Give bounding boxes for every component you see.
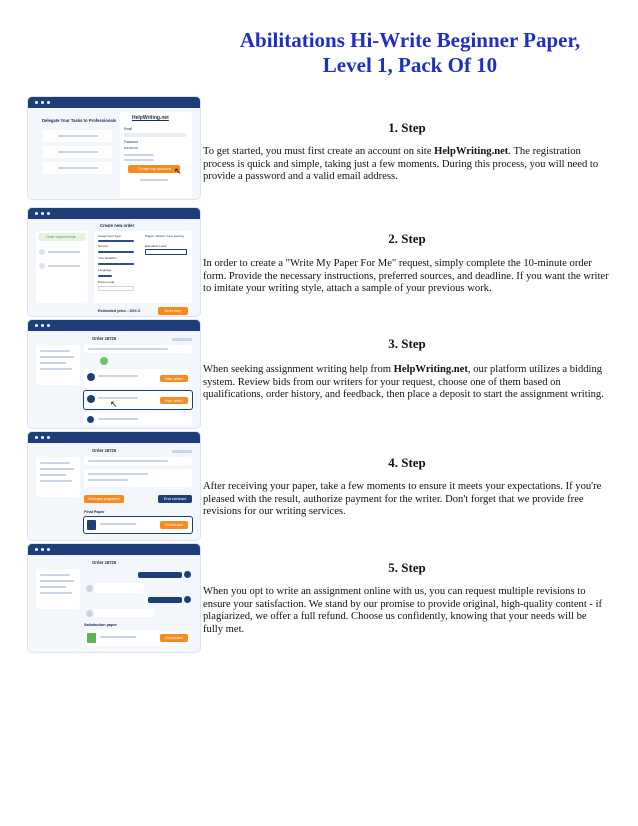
window-titlebar bbox=[28, 432, 200, 443]
window-titlebar bbox=[28, 208, 200, 219]
field-deadline: Your Deadline bbox=[98, 256, 117, 260]
window-titlebar bbox=[28, 544, 200, 555]
create-account-button[interactable]: Create my account bbox=[128, 165, 180, 173]
order-heading: Order 18726 bbox=[92, 560, 117, 565]
document-icon bbox=[87, 520, 96, 530]
end-contract-button[interactable]: End contract bbox=[158, 495, 192, 503]
step-text-segment: After receiving your paper, take a few moments to ensure it meets your expectations. If you're pleased with the result, authorize payment for the writer. Don't forget that we provide free revisions for our writing services. bbox=[203, 481, 602, 518]
site-name-link: HelpWriting.net bbox=[393, 364, 468, 375]
cursor-icon: ↖ bbox=[110, 400, 118, 410]
final-paper-label: Final Paper bbox=[84, 510, 105, 514]
screenshot-payment bbox=[28, 432, 200, 540]
hire-writer-button-2[interactable]: Hire writer bbox=[160, 397, 188, 404]
step-text-segment: To get started, you must first create an account on site bbox=[203, 146, 435, 157]
email-label: Email bbox=[124, 127, 132, 131]
password-label: Password bbox=[124, 140, 138, 144]
screenshot-order-form bbox=[28, 208, 200, 316]
step-3-title: 3. Step bbox=[388, 336, 426, 351]
download-button[interactable]: Download bbox=[160, 521, 188, 529]
screenshot-bids bbox=[28, 320, 200, 428]
field-service: Service bbox=[98, 244, 109, 248]
step-3-text bbox=[203, 364, 609, 402]
document-icon bbox=[87, 633, 96, 643]
signup-heading: Delegate Your Tasks to Professionals bbox=[42, 118, 117, 123]
step-text-segment: . The registration process is quick and simple, taking just a few moments. During this process, you will need to provide a password and a valid email address. bbox=[203, 146, 599, 183]
step-text-segment: When you opt to write an assignment online with us, you can request multiple revisions to ensure your satisfaction. We stand by our promise to provide original, high-quality content - if plagiarized, we offer a full refund. Choose us confidently, knowing that your needs will be fully met. bbox=[203, 586, 603, 635]
field-language: Language bbox=[98, 268, 112, 272]
screenshot-revisions bbox=[28, 544, 200, 652]
field-promo: Promo code bbox=[98, 280, 115, 284]
signup-logo: HelpWriting.net bbox=[132, 115, 169, 121]
page-title-line-1: Abilitations Hi-Write Beginner Paper, bbox=[239, 28, 581, 52]
step-text-segment: When seeking assignment writing help from bbox=[203, 364, 394, 375]
page-title bbox=[200, 28, 620, 78]
step-5-text bbox=[203, 586, 609, 636]
hire-writer-button-1[interactable]: Hire writer bbox=[160, 375, 188, 382]
order-heading: Order 18726 bbox=[92, 448, 117, 453]
window-titlebar bbox=[28, 97, 200, 108]
step-4-title: 4. Step bbox=[388, 455, 426, 470]
step-1-text bbox=[203, 146, 609, 184]
window-titlebar bbox=[28, 320, 200, 331]
field-pages: Pages / Words / Line spacing bbox=[145, 234, 184, 238]
step-5-title: 5. Step bbox=[388, 560, 426, 575]
step-text-segment: In order to create a "Write My Paper For Me" request, simply complete the 10-minute order form. Provide the necessary instructions, preferred sources, and deadline. If you want the writer to imitate your writing style, attach a sample of your previous work. bbox=[203, 258, 609, 295]
page-title-line-2: Level 1, Pack Of 10 bbox=[322, 53, 498, 77]
sidebar-item-order-requirements[interactable]: Order requirements bbox=[46, 235, 76, 239]
order-form-heading: Create new order bbox=[100, 223, 135, 228]
step-4-text bbox=[203, 481, 609, 519]
cursor-icon: ↖ bbox=[174, 167, 182, 177]
step-text-segment: , our platform utilizes a bidding system. Review bids from our writers for your request, choose one of them based on qualifications, order history, and feedback, then place a deposit to start the assignment writing. bbox=[203, 364, 604, 401]
password-field[interactable]: •••••••••• bbox=[124, 145, 139, 150]
estimated-price: Estimated price - $XX.X bbox=[98, 309, 141, 313]
next-step-button[interactable]: Next step bbox=[158, 307, 188, 315]
step-2-title: 2. Step bbox=[388, 231, 426, 246]
field-assignment-type: Assignment Type bbox=[98, 234, 121, 238]
screenshot-signup bbox=[28, 97, 200, 199]
field-education: Education Level bbox=[145, 244, 167, 248]
download-button[interactable]: Download bbox=[160, 634, 188, 642]
release-payment-button[interactable]: Release payment bbox=[84, 495, 124, 503]
step-1-title: 1. Step bbox=[388, 120, 426, 135]
site-name-link: HelpWriting.net bbox=[434, 146, 509, 157]
satisfaction-paper-label: Satisfaction paper bbox=[84, 623, 117, 627]
step-2-text bbox=[203, 258, 609, 296]
order-heading: Order 18726 bbox=[92, 336, 117, 341]
